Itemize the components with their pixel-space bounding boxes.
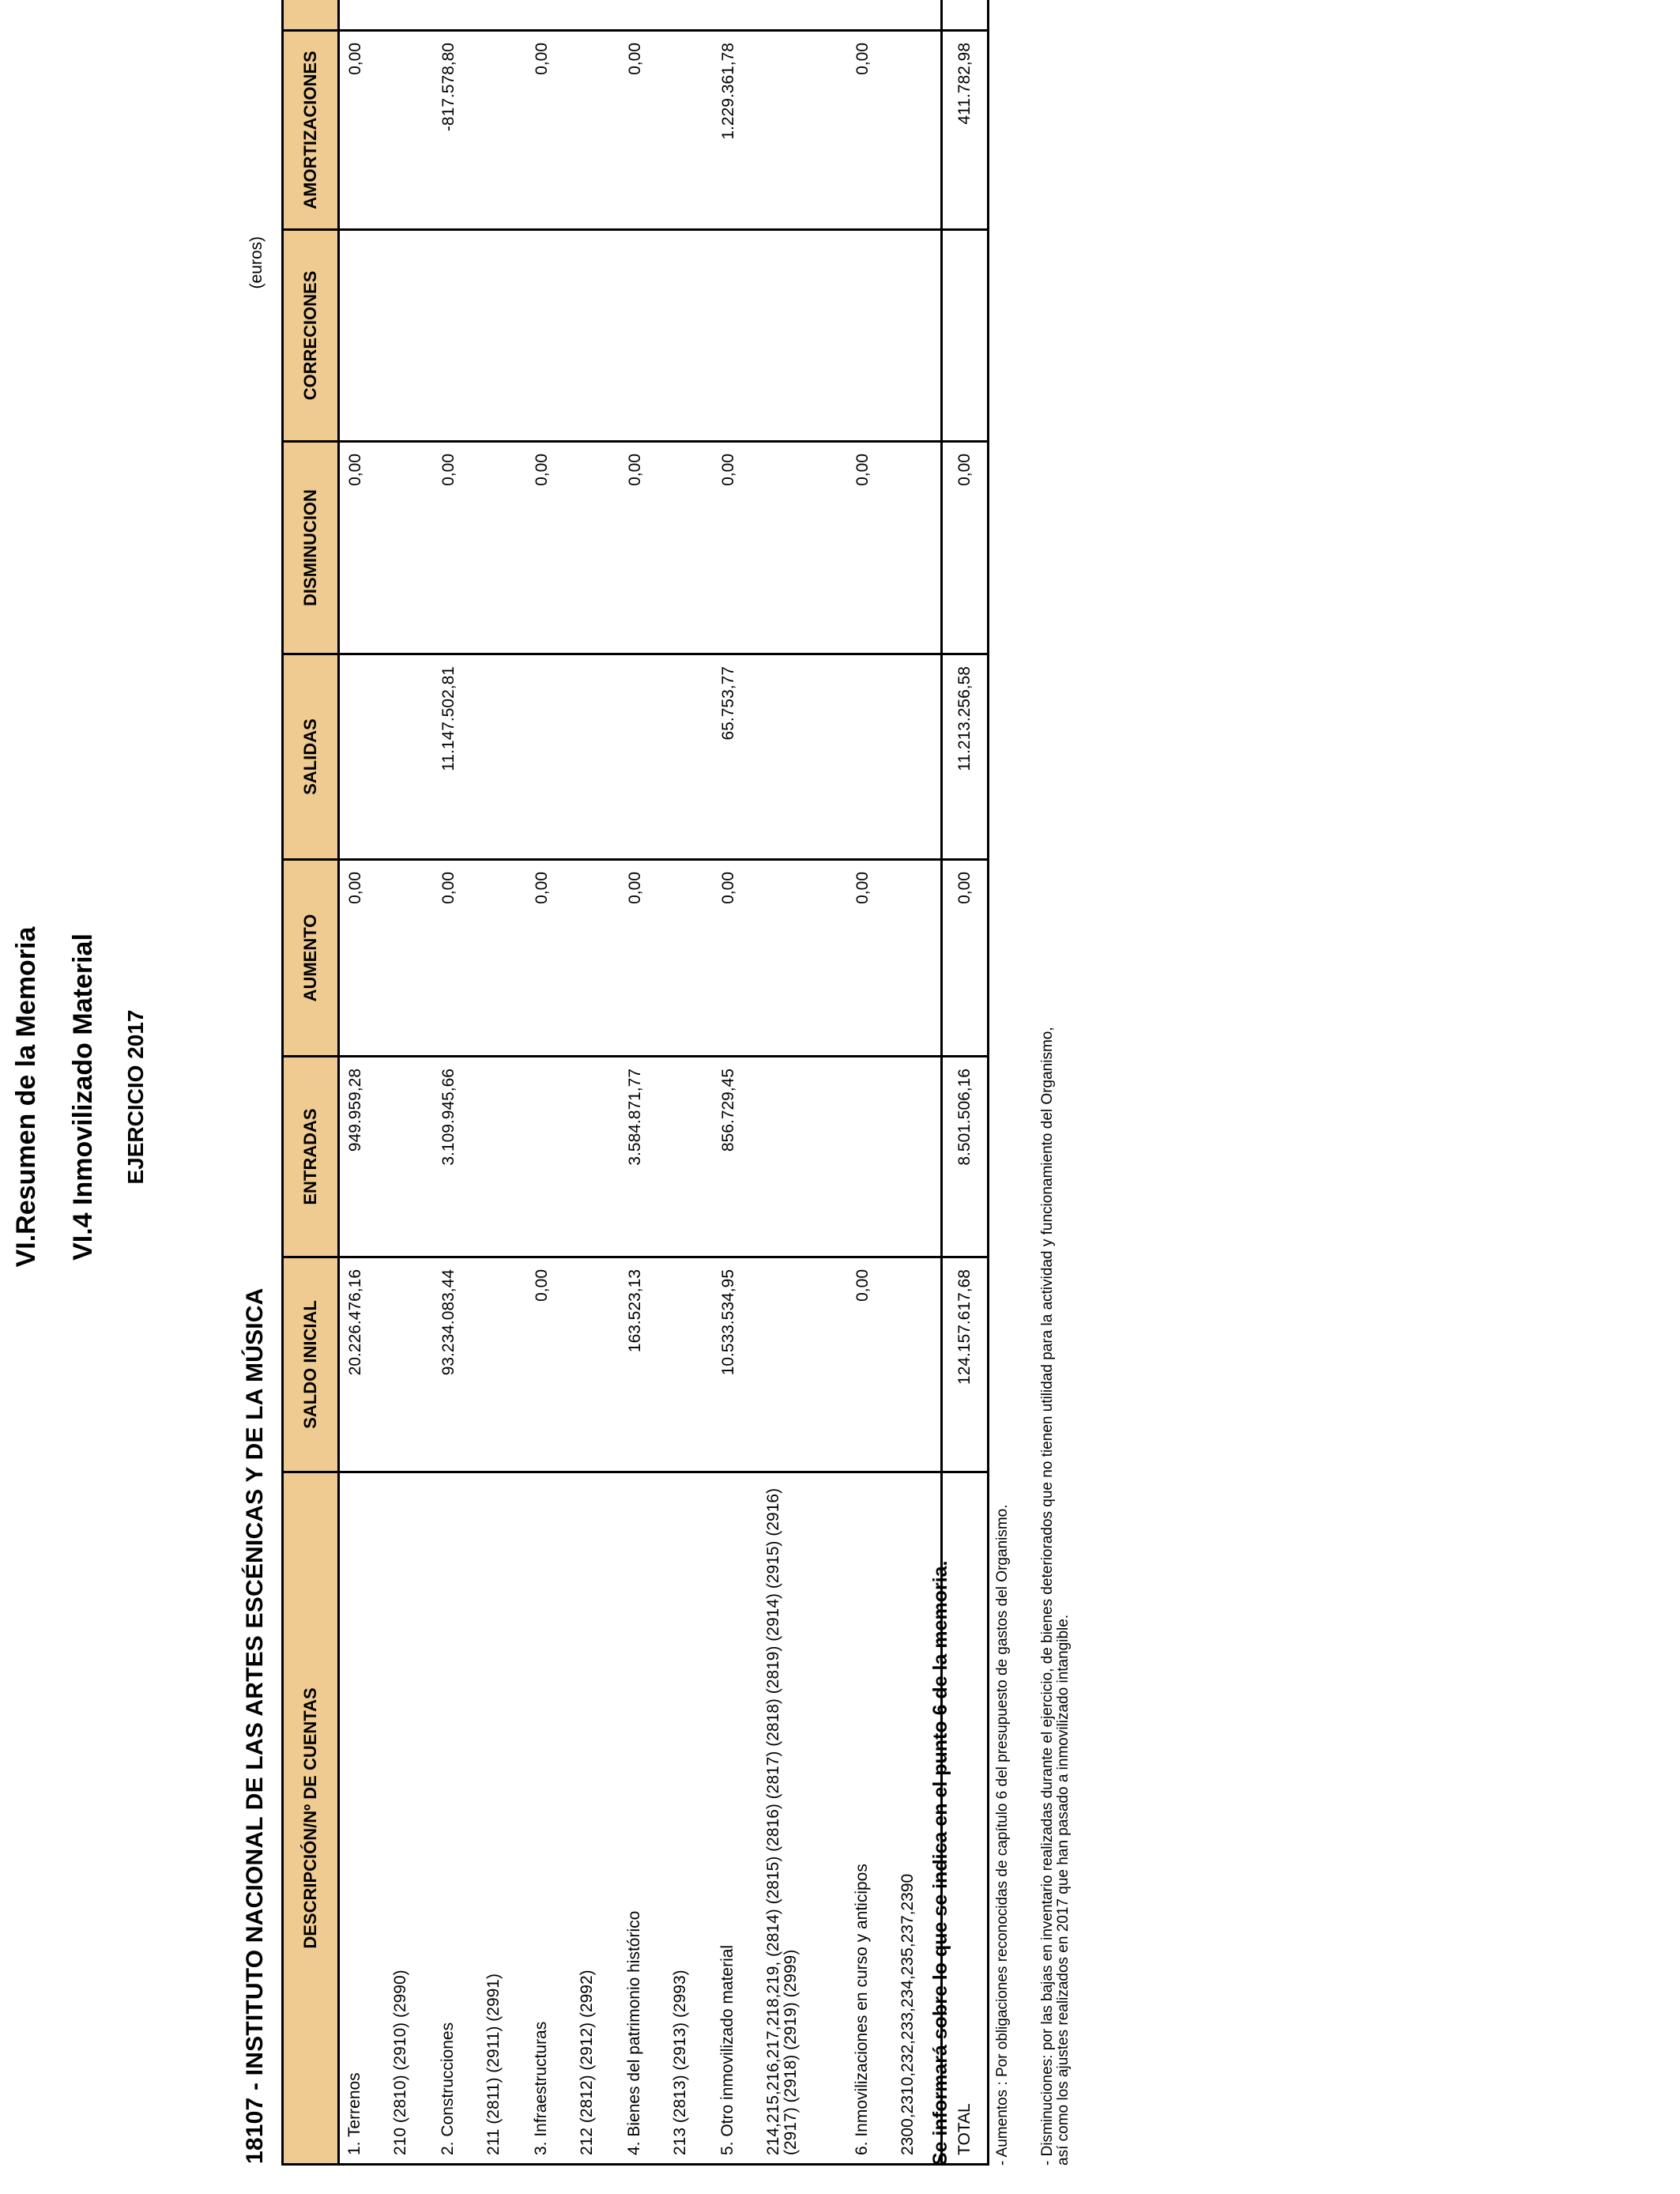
column-header: SALDO INICIAL [283,1257,339,1472]
group-heading: 1. Terrenos [339,1472,385,2165]
table-cell: 0,00 [526,1257,620,1472]
table-cell [526,230,620,442]
column-header: CORRECIONES [283,230,339,442]
column-header: DESCRIPCIÓN/Nº DE CUENTAS [283,1472,339,2165]
column-header: SALIDAS [283,654,339,860]
total-cell: 411.782,98 [942,31,989,230]
report-title: VI.Resumen de la Memoria [11,926,41,1268]
table-row [526,0,571,2165]
table-cell: 1.229.361,78 [713,31,847,230]
column-header: AUMENTO [283,860,339,1057]
table-cell [526,1057,620,1257]
total-cell: 0,00 [942,860,989,1057]
account-codes: 212 (2812) (2912) (2992) [571,1472,620,2165]
total-cell: 124.157.617,68 [942,1257,989,1472]
table-cell: 0,00 [620,860,713,1057]
account-codes: 210 (2810) (2910) (2990) [384,1472,433,2165]
table-cell [339,0,434,31]
table-cell: 0,00 [847,860,942,1057]
section-title: VI.4 Inmovilizado Material [68,933,98,1261]
column-header: ENTRADAS [283,1057,339,1257]
group-heading: 4. Bienes del patrimonio histórico [620,1472,664,2165]
table-cell: 0,00 [526,860,620,1057]
total-cell: 11.213.256,58 [942,654,989,860]
table-cell: 0,00 [713,442,847,654]
table-row [433,0,477,2165]
table-cell: 0,00 [339,442,434,654]
table-cell: 949.959,28 [339,1057,434,1257]
table-cell [620,654,713,860]
group-heading: 5. Otro inmovilizado material [713,1472,757,2165]
total-cell [942,0,989,31]
entity-name: 18107 - INSTITUTO NACIONAL DE LAS ARTES ESCÉNICAS Y DE LA MÚSICA [242,1287,268,2164]
table-cell: 11.147.502,81 [433,654,526,860]
currency-units: (euros) [247,236,266,289]
table-row [339,0,385,2165]
table-cell: 856.729,45 [713,1057,847,1257]
table-cell: 0,00 [433,442,526,654]
table-cell: 65.753,77 [713,654,847,860]
table-row [713,0,757,2165]
table-cell: 10.533.534,95 [713,1257,847,1472]
table-cell [620,0,713,31]
fixed-assets-table [281,0,989,2166]
group-heading: 2. Construcciones [433,1472,477,2165]
table-cell: 3.584.871,77 [620,1057,713,1257]
table-cell [526,654,620,860]
total-cell: 0,00 [942,442,989,654]
table-cell [713,230,847,442]
total-cell: 8.501.506,16 [942,1057,989,1257]
column-header [283,0,339,31]
table-cell: 0,00 [847,442,942,654]
table-row [620,0,664,2165]
table-cell: -817.578,80 [433,31,526,230]
table-cell: 0,00 [620,31,713,230]
table-cell: 163.523,13 [620,1257,713,1472]
account-codes: 213 (2813) (2913) (2993) [664,1472,713,2165]
memory-note: Se informará sobre lo que se indica en el punto 6 de la memoria. [929,1560,951,2166]
table-cell [847,1057,942,1257]
total-label: TOTAL [942,1472,989,2165]
footnote-disminuciones-line1: - Disminuciones: por las bajas en inventario realizadas durante el ejercicio, de bienes deteriorados que no tienen utilidad para la actividad y funcionamiento del Organismo, [1039,1027,1056,2166]
table-cell: 20.226.476,16 [339,1257,434,1472]
table-cell [526,0,620,31]
total-cell [942,230,989,442]
table-cell [713,0,847,31]
table-cell: 0,00 [433,860,526,1057]
footnote-aumentos: - Aumentos : Por obligaciones reconocidas de capítulo 6 del presupuesto de gastos del Organismo. [994,1504,1011,2166]
column-header: AMORTIZACIONES [283,31,339,230]
table-cell: 0,00 [526,31,620,230]
table-cell [620,230,713,442]
table-cell [433,230,526,442]
column-header: DISMINUCION [283,442,339,654]
table-cell [847,230,942,442]
table-cell [339,230,434,442]
fiscal-year-title: EJERCICIO 2017 [123,1009,148,1185]
table-cell: 0,00 [339,31,434,230]
table-cell: 0,00 [847,1257,942,1472]
group-heading: 3. Infraestructuras [526,1472,571,2165]
account-codes: 211 (2811) (2911) (2991) [477,1472,526,2165]
table-cell: 3.109.945,66 [433,1057,526,1257]
table-cell: 0,00 [339,860,434,1057]
table-cell: 93.234.083,44 [433,1257,526,1472]
account-codes: 2300,2310,232,233,234,235,237,2390 [891,1472,942,2165]
table-cell: 0,00 [847,31,942,230]
group-heading: 6. Inmovilizaciones en curso y anticipos [847,1472,891,2165]
table-header-row [283,0,339,2165]
table-cell [339,654,434,860]
table-cell: 0,00 [713,860,847,1057]
footnote-disminuciones-line2: así como los ajustes realizados en 2017 que han pasado a inmovilizado intangible. [1055,1614,1072,2166]
table-cell: 0,00 [526,442,620,654]
table-cell [847,654,942,860]
table-cell [847,0,942,31]
table-row [847,0,891,2165]
table-cell: 0,00 [620,442,713,654]
account-codes: 214,215,216,217,218,219, (2814) (2815) (2816) (2817) (2818) (2819) (2914) (2915) (2916) (2917) (2918) (2919) (2999) [757,1472,847,2165]
footnote-disminuciones [1040,1027,1072,2166]
table-cell [433,0,526,31]
